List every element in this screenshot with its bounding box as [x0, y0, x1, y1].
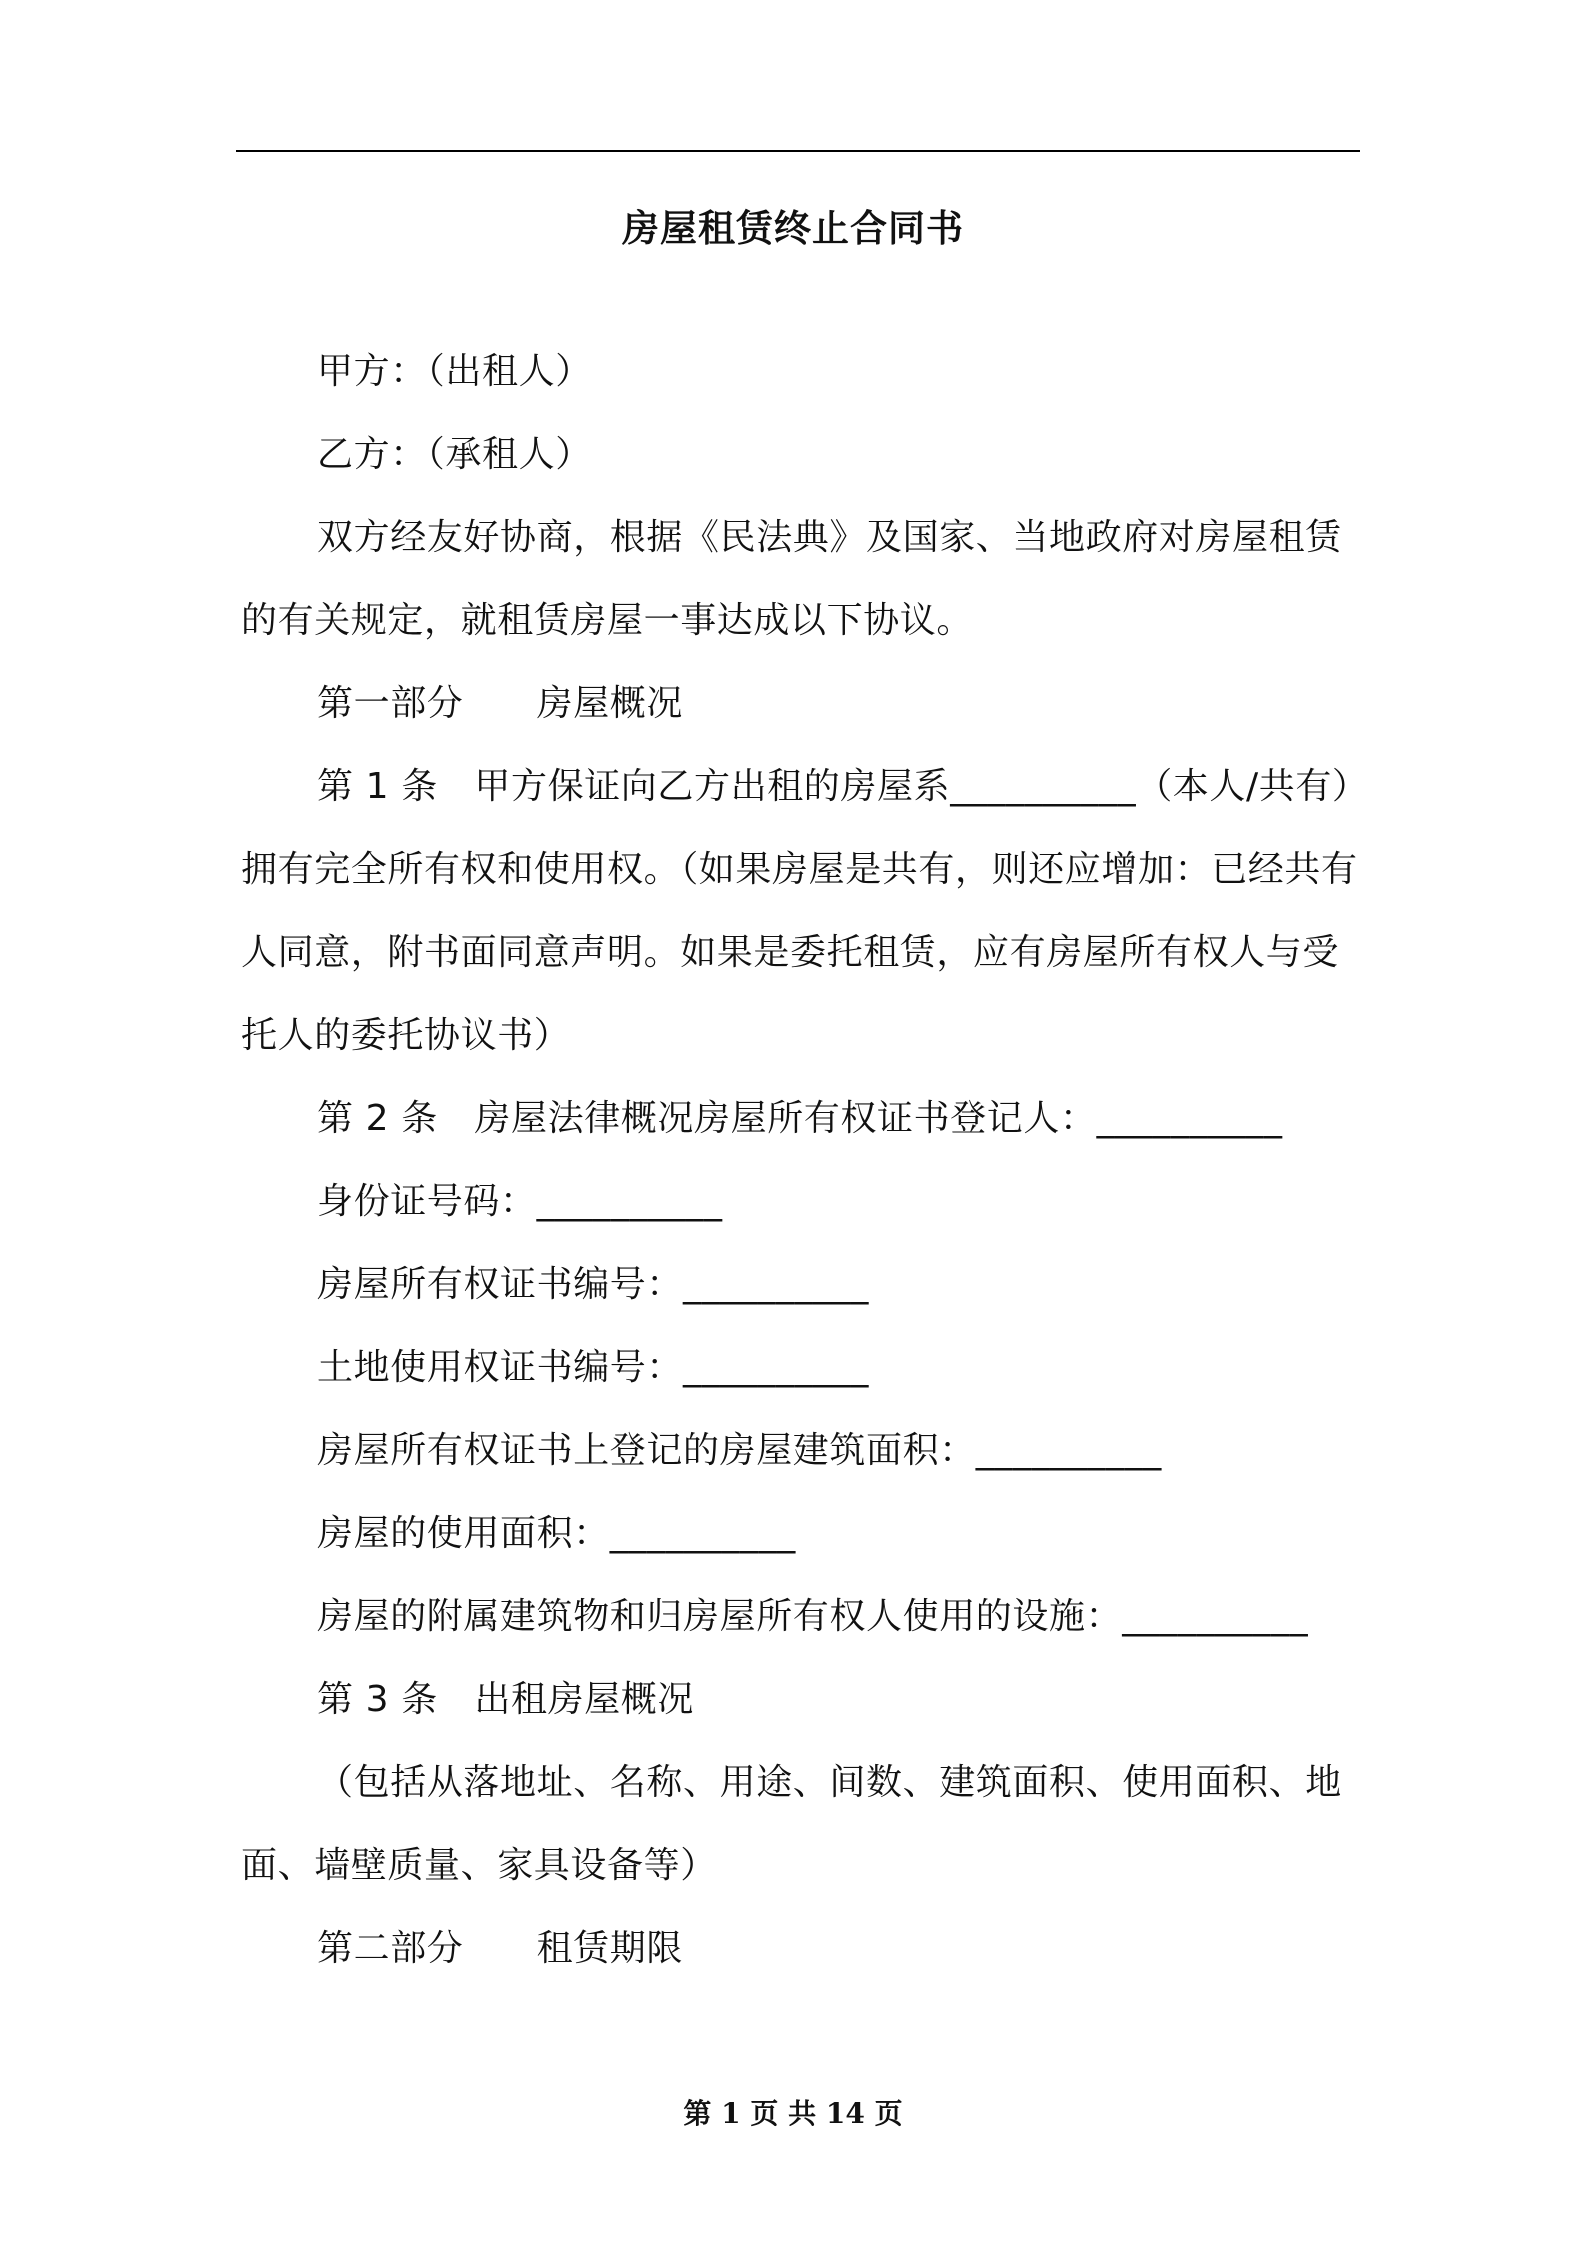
article-2-paragraph: 第 2 条 房屋法律概况房屋所有权证书登记人：__________	[317, 1098, 1283, 1139]
party-a-line: 甲方：（出租人）	[317, 351, 592, 392]
preamble-paragraph: 双方经友好协商，根据《民法典》及国家、当地政府对房屋租赁的有关规定，就租赁房屋一事达成以下协议。	[241, 517, 1342, 641]
party-b-line: 乙方：（承租人）	[317, 434, 592, 475]
usable-area-line: 房屋的使用面积：__________	[317, 1513, 796, 1554]
page-number-footer: 第 1 页 共 14 页	[683, 2097, 903, 2130]
article-3-heading: 第 3 条 出租房屋概况	[317, 1679, 694, 1720]
article-1-paragraph: 第 1 条 甲方保证向乙方出租的房屋系__________（本人/共有）拥有完全所有权和使用权。（如果房屋是共有，则还应增加：已经共有人同意，附书面同意声明。如果是委托租赁，应有房屋所有权人与受托人的委托协议书）	[241, 766, 1358, 1056]
land-use-cert-number-line: 土地使用权证书编号：__________	[317, 1347, 869, 1388]
section-heading-lease-term: 第二部分 租赁期限	[317, 1928, 684, 1969]
document-title: 房屋租赁终止合同书	[622, 207, 964, 250]
id-number-line: 身份证号码：__________	[317, 1181, 723, 1222]
ownership-cert-number-line: 房屋所有权证书编号：__________	[317, 1264, 869, 1305]
ancillary-facilities-line: 房屋的附属建筑物和归房屋所有权人使用的设施：__________	[317, 1596, 1309, 1637]
header-rule	[236, 150, 1360, 152]
section-heading-property-overview: 第一部分 房屋概况	[317, 683, 684, 724]
registered-building-area-line: 房屋所有权证书上登记的房屋建筑面积：__________	[317, 1430, 1162, 1471]
document-body	[241, 330, 1361, 1990]
article-3-note-paragraph: （包括从落地址、名称、用途、间数、建筑面积、使用面积、地面、墙壁质量、家具设备等）	[241, 1762, 1342, 1886]
